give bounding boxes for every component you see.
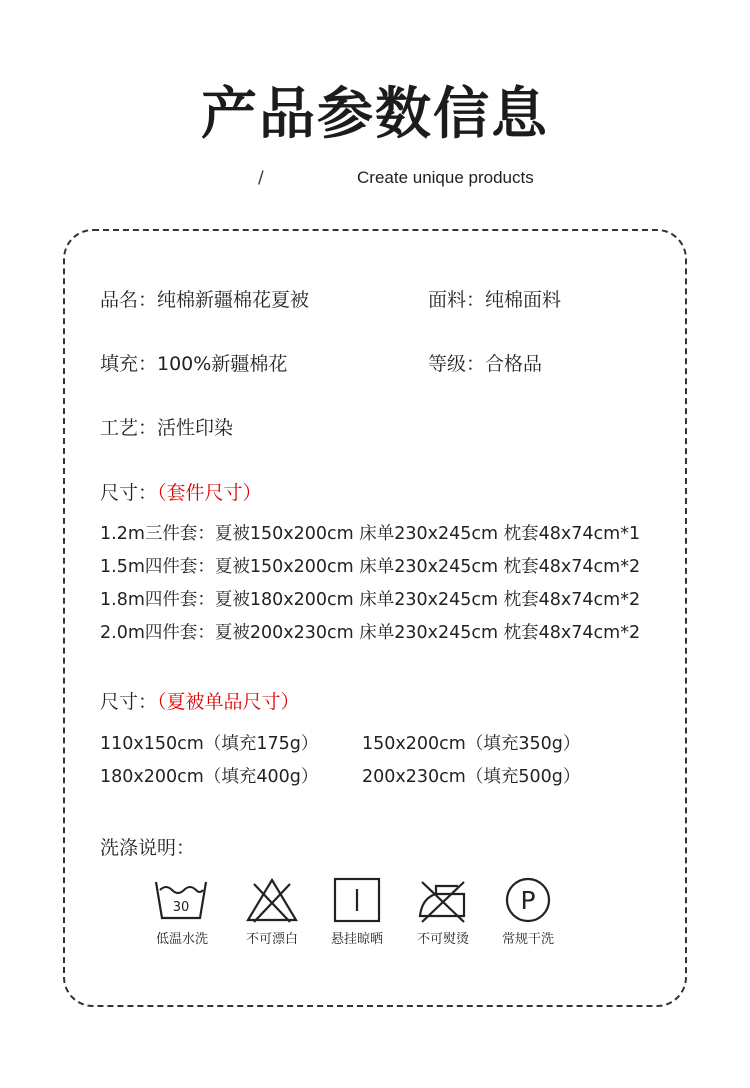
page-subtitle: Create unique products (357, 168, 534, 187)
single-size-heading (100, 690, 300, 714)
single-size-note: （夏被单品尺寸） (157, 691, 300, 713)
wash-30-icon (153, 876, 209, 924)
single-size-item: 110x150cm（填充175g） (100, 734, 319, 754)
set-size-row: 1.5m四件套：夏被150x200cm 床单230x245cm 枕套48x74cm*2 (100, 557, 641, 577)
care-heading: 洗涤说明： (100, 837, 196, 859)
dry-clean-p-icon (500, 876, 556, 924)
set-size-row: 1.2m三件套：夏被150x200cm 床单230x245cm 枕套48x74cm*1 (100, 524, 641, 544)
set-size-heading (100, 481, 262, 505)
set-size-row: 1.8m四件套：夏被180x200cm 床单230x245cm 枕套48x74cm*2 (100, 590, 641, 610)
care-label: 不可漂白 (245, 932, 298, 947)
single-size-item: 180x200cm（填充400g） (100, 767, 319, 787)
dry-clean-letter: P (520, 886, 536, 915)
product-grade: 等级：合格品 (428, 353, 543, 375)
set-size-row: 2.0m四件套：夏被200x230cm 床单230x245cm 枕套48x74cm*2 (100, 623, 641, 643)
care-label: 不可熨烫 (416, 932, 469, 947)
product-filling: 填充：100%新疆棉花 (100, 353, 288, 375)
single-size-label: 尺寸： (100, 691, 158, 713)
no-iron-icon (414, 876, 470, 924)
title-slash: / (258, 168, 264, 188)
product-craft: 工艺：活性印染 (100, 417, 234, 439)
product-name: 品名：纯棉新疆棉花夏被 (100, 289, 310, 311)
hang-dry-icon (329, 876, 385, 924)
care-label: 低温水洗 (155, 932, 208, 947)
single-size-item: 150x200cm（填充350g） (362, 734, 581, 754)
product-fabric: 面料：纯棉面料 (428, 289, 562, 311)
no-bleach-icon (244, 876, 300, 924)
care-label: 悬挂晾晒 (330, 932, 383, 947)
page-title: 产品参数信息 (201, 82, 549, 147)
wash-temp-text: 30 (172, 900, 190, 915)
care-label: 常规干洗 (501, 932, 554, 947)
set-size-label: 尺寸： (100, 482, 158, 504)
single-size-item: 200x230cm（填充500g） (362, 767, 581, 787)
set-size-note: （套件尺寸） (157, 482, 262, 504)
